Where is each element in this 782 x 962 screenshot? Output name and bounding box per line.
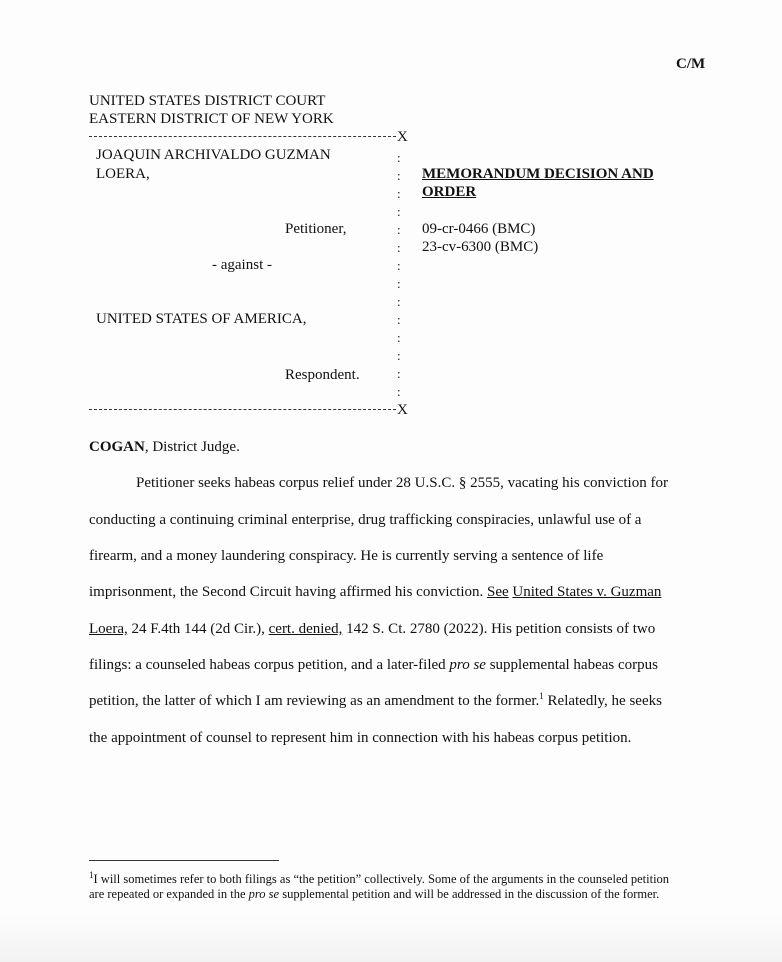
body-line-4: imprisonment, the Second Circuit having affirmed his conviction. See United States v. Guzman: [89, 584, 662, 600]
body-line-6: filings: a counseled habeas corpus petition, and a later-filed pro se supplemental habeas corpus: [89, 657, 658, 673]
case-citation-cont: Loera,: [89, 621, 128, 637]
caption-top-x: X: [397, 129, 408, 145]
page-bottom-shade: [0, 915, 782, 962]
caption-top-rule: [89, 136, 396, 137]
petitioner-role: Petitioner,: [285, 221, 347, 237]
body-line-5: Loera, 24 F.4th 144 (2d Cir.), cert. denied, 142 S. Ct. 2780 (2022). His petition consists of two: [89, 621, 656, 637]
footnote-ref[interactable]: 1: [539, 691, 544, 701]
caption-bottom-rule: [89, 409, 396, 410]
case-citation: United States v. Guzman: [512, 584, 662, 600]
footnote-line-2: are repeated or expanded in the pro se supplemental petition and will be addressed in the discussion of the former.: [89, 887, 660, 901]
document-title-line1: MEMORANDUM DECISION AND: [422, 166, 654, 182]
header-mark: C/M: [676, 56, 706, 72]
footnote-number: 1: [89, 869, 94, 880]
judge-attribution: [89, 438, 240, 456]
see-signal: See: [486, 584, 509, 600]
judge-title: , District Judge.: [144, 439, 240, 455]
body-line-1: Petitioner seeks habeas corpus relief under 28 U.S.C. § 2555, vacating his conviction for: [136, 475, 668, 491]
footnote-rule: [89, 860, 279, 861]
body-line-8: the appointment of counsel to represent him in connection with his habeas corpus petition.: [89, 730, 632, 746]
court-name: UNITED STATES DISTRICT COURT: [89, 93, 326, 109]
petitioner-name-line1: JOAQUIN ARCHIVALDO GUZMAN: [96, 147, 331, 163]
petitioner-name-line2: LOERA,: [96, 166, 150, 182]
case-number-criminal: 09-cr-0466 (BMC): [422, 221, 536, 237]
court-district: EASTERN DISTRICT OF NEW YORK: [89, 111, 334, 127]
footnote-line-1: $^1$I will sometimes refer to both filings as “the petition” collectively. Some of the arguments in the counseled petition: [89, 869, 670, 886]
body-line-3: firearm, and a money laundering conspiracy. He is currently serving a sentence of life: [89, 548, 604, 564]
document-page: C/M UNITED STATES DISTRICT COURT EASTERN DISTRICT OF NEW YORK X JOAQUIN ARCHIVALDO GUZMAN LOERA, Petitioner, - against - UNITED STATES OF AMERICA, Respondent. : : : : : : : : : : : : : : X MEMORANDUM DECISION AND ORDER 09-cr-0466 (BMC) 23-cv-6300 (BMC) COGAN, District Judge. Petitioner seeks habeas corpus relief under 28 U.S.C. § 2555, vacating his conviction for conducting a continuing criminal enterprise, drug trafficking conspiracies, unlawful use of a firearm, and a money laundering conspiracy. He is currently serving a sentence of life imprisonment, the Second Circuit having affirmed his conviction. See United States v. Guzman Loera, 24 F.4th 144 (2d Cir.), cert. denied, 142 S. Ct. 2780 (2022). His petition consists of two filings: a counseled habeas corpus petition, and a later-filed pro se supplemental habeas corpus petition, the latter of which I am reviewing as an amendment to the former.$^1$ Relatedly, he seeks the appointment of counsel to represent him in connection with his habeas corpus petition. $^1$I will sometimes refer to both filings as “the petition” collectively. Some of the arguments in the counseled petition are repeated or expanded in the pro se supplemental petition and will be addressed in the discussion of the former.: [0, 0, 782, 962]
against-label: - against -: [212, 257, 272, 273]
case-number-civil: 23-cv-6300 (BMC): [422, 239, 539, 255]
document-title-line2: ORDER: [422, 184, 477, 200]
body-line-2: conducting a continuing criminal enterprise, drug trafficking conspiracies, unlawful use of a: [89, 512, 642, 528]
judge-name: COGAN: [89, 439, 145, 455]
respondent-name: UNITED STATES OF AMERICA,: [96, 311, 307, 327]
cert-denied: cert. denied,: [268, 621, 343, 637]
respondent-role: Respondent.: [285, 367, 360, 383]
body-line-7: petition, the latter of which I am reviewing as an amendment to the former.$^1$ Relatedly, he seeks: [89, 691, 662, 709]
caption-bottom-x: X: [397, 402, 408, 418]
